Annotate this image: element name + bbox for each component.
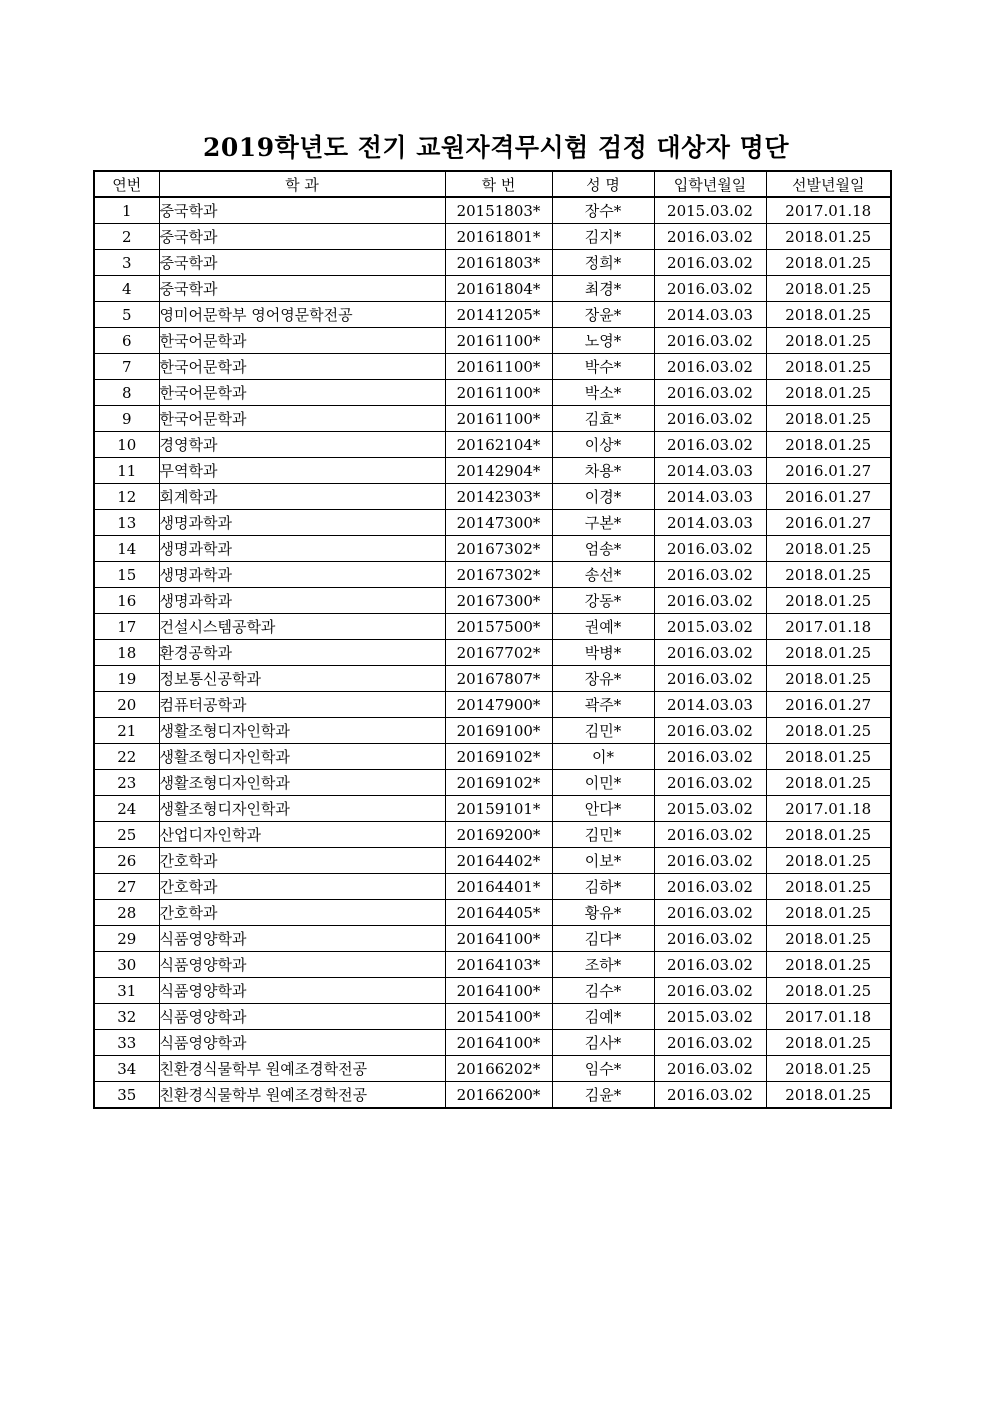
row-number: 32 xyxy=(94,1004,159,1030)
row-student-id: 20167302* xyxy=(445,562,552,588)
row-number: 27 xyxy=(94,874,159,900)
row-department: 간호학과 xyxy=(159,900,445,926)
table-row xyxy=(94,952,891,978)
row-name: 김효* xyxy=(552,406,654,432)
row-name: 최경* xyxy=(552,276,654,302)
row-student-id: 20167702* xyxy=(445,640,552,666)
table-row xyxy=(94,536,891,562)
table-row xyxy=(94,900,891,926)
table-row xyxy=(94,224,891,250)
row-student-id: 20169102* xyxy=(445,770,552,796)
row-admission-date: 2016.03.02 xyxy=(654,900,766,926)
row-name: 김예* xyxy=(552,1004,654,1030)
row-department: 생명과학과 xyxy=(159,536,445,562)
row-number: 10 xyxy=(94,432,159,458)
row-selection-date: 2018.01.25 xyxy=(766,978,891,1004)
row-admission-date: 2014.03.03 xyxy=(654,510,766,536)
row-selection-date: 2018.01.25 xyxy=(766,1082,891,1109)
row-admission-date: 2016.03.02 xyxy=(654,224,766,250)
table-row xyxy=(94,276,891,302)
table-row xyxy=(94,666,891,692)
row-student-id: 20154100* xyxy=(445,1004,552,1030)
row-number: 6 xyxy=(94,328,159,354)
row-number: 30 xyxy=(94,952,159,978)
row-name: 박수* xyxy=(552,354,654,380)
row-student-id: 20169102* xyxy=(445,744,552,770)
row-selection-date: 2018.01.25 xyxy=(766,900,891,926)
table-row xyxy=(94,588,891,614)
table-header-row xyxy=(94,171,891,197)
row-student-id: 20164103* xyxy=(445,952,552,978)
row-name: 김지* xyxy=(552,224,654,250)
row-number: 31 xyxy=(94,978,159,1004)
row-department: 중국학과 xyxy=(159,250,445,276)
row-student-id: 20157500* xyxy=(445,614,552,640)
table-row xyxy=(94,380,891,406)
row-admission-date: 2016.03.02 xyxy=(654,432,766,458)
row-name: 조하* xyxy=(552,952,654,978)
table-row xyxy=(94,562,891,588)
row-student-id: 20166202* xyxy=(445,1056,552,1082)
row-admission-date: 2015.03.02 xyxy=(654,614,766,640)
row-student-id: 20159101* xyxy=(445,796,552,822)
row-department: 간호학과 xyxy=(159,874,445,900)
row-selection-date: 2018.01.25 xyxy=(766,432,891,458)
row-department: 건설시스템공학과 xyxy=(159,614,445,640)
table-row xyxy=(94,354,891,380)
row-department: 생명과학과 xyxy=(159,510,445,536)
row-admission-date: 2016.03.02 xyxy=(654,952,766,978)
row-department: 간호학과 xyxy=(159,848,445,874)
row-number: 1 xyxy=(94,197,159,224)
row-admission-date: 2016.03.02 xyxy=(654,1082,766,1109)
table-row xyxy=(94,250,891,276)
row-student-id: 20141205* xyxy=(445,302,552,328)
row-selection-date: 2018.01.25 xyxy=(766,276,891,302)
row-name: 차용* xyxy=(552,458,654,484)
row-student-id: 20161100* xyxy=(445,328,552,354)
row-number: 34 xyxy=(94,1056,159,1082)
row-name: 김민* xyxy=(552,718,654,744)
row-number: 7 xyxy=(94,354,159,380)
row-admission-date: 2016.03.02 xyxy=(654,822,766,848)
row-department: 식품영양학과 xyxy=(159,952,445,978)
row-number: 12 xyxy=(94,484,159,510)
row-department: 친환경식물학부 원예조경학전공 xyxy=(159,1056,445,1082)
row-student-id: 20161801* xyxy=(445,224,552,250)
table-row xyxy=(94,510,891,536)
row-student-id: 20164402* xyxy=(445,848,552,874)
row-department: 컴퓨터공학과 xyxy=(159,692,445,718)
row-department: 한국어문학과 xyxy=(159,328,445,354)
row-name: 김윤* xyxy=(552,1082,654,1109)
row-student-id: 20161804* xyxy=(445,276,552,302)
row-number: 3 xyxy=(94,250,159,276)
table-row xyxy=(94,1082,891,1109)
row-department: 산업디자인학과 xyxy=(159,822,445,848)
row-department: 생명과학과 xyxy=(159,562,445,588)
table-row xyxy=(94,328,891,354)
row-selection-date: 2018.01.25 xyxy=(766,666,891,692)
row-number: 16 xyxy=(94,588,159,614)
row-department: 회계학과 xyxy=(159,484,445,510)
row-number: 15 xyxy=(94,562,159,588)
row-selection-date: 2018.01.25 xyxy=(766,250,891,276)
row-department: 친환경식물학부 원예조경학전공 xyxy=(159,1082,445,1109)
row-selection-date: 2018.01.25 xyxy=(766,822,891,848)
row-selection-date: 2018.01.25 xyxy=(766,770,891,796)
row-number: 4 xyxy=(94,276,159,302)
table-row xyxy=(94,197,891,224)
row-selection-date: 2018.01.25 xyxy=(766,874,891,900)
row-name: 김사* xyxy=(552,1030,654,1056)
row-selection-date: 2016.01.27 xyxy=(766,692,891,718)
row-name: 이* xyxy=(552,744,654,770)
candidate-table xyxy=(93,170,892,1109)
row-number: 25 xyxy=(94,822,159,848)
row-admission-date: 2016.03.02 xyxy=(654,328,766,354)
row-name: 임수* xyxy=(552,1056,654,1082)
row-selection-date: 2018.01.25 xyxy=(766,1030,891,1056)
table-body xyxy=(94,197,891,1108)
row-student-id: 20166200* xyxy=(445,1082,552,1109)
row-department: 한국어문학과 xyxy=(159,380,445,406)
row-name: 박소* xyxy=(552,380,654,406)
row-number: 28 xyxy=(94,900,159,926)
row-selection-date: 2018.01.25 xyxy=(766,536,891,562)
row-number: 9 xyxy=(94,406,159,432)
row-number: 33 xyxy=(94,1030,159,1056)
header-number: 연번 xyxy=(94,171,159,197)
row-selection-date: 2018.01.25 xyxy=(766,1056,891,1082)
row-name: 이경* xyxy=(552,484,654,510)
table-row xyxy=(94,302,891,328)
row-selection-date: 2018.01.25 xyxy=(766,406,891,432)
row-name: 장유* xyxy=(552,666,654,692)
row-student-id: 20167300* xyxy=(445,588,552,614)
row-number: 18 xyxy=(94,640,159,666)
row-department: 생명과학과 xyxy=(159,588,445,614)
table-row xyxy=(94,926,891,952)
row-department: 환경공학과 xyxy=(159,640,445,666)
row-student-id: 20164401* xyxy=(445,874,552,900)
row-student-id: 20169100* xyxy=(445,718,552,744)
row-selection-date: 2018.01.25 xyxy=(766,718,891,744)
row-number: 23 xyxy=(94,770,159,796)
row-admission-date: 2016.03.02 xyxy=(654,276,766,302)
row-admission-date: 2014.03.03 xyxy=(654,484,766,510)
row-student-id: 20147300* xyxy=(445,510,552,536)
row-department: 생활조형디자인학과 xyxy=(159,718,445,744)
row-student-id: 20161803* xyxy=(445,250,552,276)
table-row xyxy=(94,432,891,458)
row-name: 정희* xyxy=(552,250,654,276)
row-department: 생활조형디자인학과 xyxy=(159,770,445,796)
row-name: 안다* xyxy=(552,796,654,822)
table-row xyxy=(94,614,891,640)
row-selection-date: 2018.01.25 xyxy=(766,302,891,328)
row-number: 2 xyxy=(94,224,159,250)
header-student-id: 학 번 xyxy=(445,171,552,197)
row-admission-date: 2016.03.02 xyxy=(654,562,766,588)
row-number: 14 xyxy=(94,536,159,562)
row-student-id: 20142303* xyxy=(445,484,552,510)
row-department: 중국학과 xyxy=(159,276,445,302)
row-selection-date: 2018.01.25 xyxy=(766,952,891,978)
row-selection-date: 2018.01.25 xyxy=(766,588,891,614)
row-student-id: 20161100* xyxy=(445,380,552,406)
row-admission-date: 2016.03.02 xyxy=(654,406,766,432)
row-admission-date: 2015.03.02 xyxy=(654,197,766,224)
row-admission-date: 2016.03.02 xyxy=(654,588,766,614)
row-student-id: 20164100* xyxy=(445,978,552,1004)
row-selection-date: 2017.01.18 xyxy=(766,796,891,822)
row-admission-date: 2016.03.02 xyxy=(654,874,766,900)
row-admission-date: 2016.03.02 xyxy=(654,536,766,562)
header-admission-date: 입학년월일 xyxy=(654,171,766,197)
row-name: 엄송* xyxy=(552,536,654,562)
header-department: 학 과 xyxy=(159,171,445,197)
row-student-id: 20164405* xyxy=(445,900,552,926)
row-admission-date: 2016.03.02 xyxy=(654,926,766,952)
table-row xyxy=(94,718,891,744)
table-row xyxy=(94,770,891,796)
row-student-id: 20161100* xyxy=(445,354,552,380)
row-department: 한국어문학과 xyxy=(159,354,445,380)
row-number: 11 xyxy=(94,458,159,484)
row-number: 17 xyxy=(94,614,159,640)
row-student-id: 20162104* xyxy=(445,432,552,458)
table-row xyxy=(94,692,891,718)
row-name: 이보* xyxy=(552,848,654,874)
row-department: 중국학과 xyxy=(159,224,445,250)
row-student-id: 20142904* xyxy=(445,458,552,484)
row-department: 무역학과 xyxy=(159,458,445,484)
row-department: 경영학과 xyxy=(159,432,445,458)
row-department: 한국어문학과 xyxy=(159,406,445,432)
row-student-id: 20147900* xyxy=(445,692,552,718)
row-student-id: 20164100* xyxy=(445,926,552,952)
row-name: 구본* xyxy=(552,510,654,536)
table-row xyxy=(94,1004,891,1030)
table-row xyxy=(94,1030,891,1056)
row-admission-date: 2016.03.02 xyxy=(654,380,766,406)
row-name: 황유* xyxy=(552,900,654,926)
row-student-id: 20167807* xyxy=(445,666,552,692)
row-number: 26 xyxy=(94,848,159,874)
row-department: 중국학과 xyxy=(159,197,445,224)
row-selection-date: 2017.01.18 xyxy=(766,614,891,640)
row-selection-date: 2018.01.25 xyxy=(766,380,891,406)
row-name: 박병* xyxy=(552,640,654,666)
row-admission-date: 2016.03.02 xyxy=(654,770,766,796)
row-admission-date: 2016.03.02 xyxy=(654,978,766,1004)
row-admission-date: 2016.03.02 xyxy=(654,640,766,666)
row-number: 13 xyxy=(94,510,159,536)
row-name: 김민* xyxy=(552,822,654,848)
row-name: 송선* xyxy=(552,562,654,588)
row-admission-date: 2016.03.02 xyxy=(654,744,766,770)
row-department: 생활조형디자인학과 xyxy=(159,796,445,822)
row-admission-date: 2016.03.02 xyxy=(654,1056,766,1082)
table-row xyxy=(94,874,891,900)
row-student-id: 20167302* xyxy=(445,536,552,562)
row-number: 19 xyxy=(94,666,159,692)
row-department: 생활조형디자인학과 xyxy=(159,744,445,770)
row-number: 24 xyxy=(94,796,159,822)
row-selection-date: 2017.01.18 xyxy=(766,197,891,224)
row-admission-date: 2015.03.02 xyxy=(654,796,766,822)
row-number: 35 xyxy=(94,1082,159,1109)
row-selection-date: 2018.01.25 xyxy=(766,354,891,380)
row-department: 식품영양학과 xyxy=(159,978,445,1004)
table-row xyxy=(94,822,891,848)
table-row xyxy=(94,978,891,1004)
row-name: 이민* xyxy=(552,770,654,796)
row-number: 21 xyxy=(94,718,159,744)
row-selection-date: 2016.01.27 xyxy=(766,484,891,510)
row-selection-date: 2018.01.25 xyxy=(766,562,891,588)
row-name: 노영* xyxy=(552,328,654,354)
row-admission-date: 2014.03.03 xyxy=(654,692,766,718)
row-department: 영미어문학부 영어영문학전공 xyxy=(159,302,445,328)
row-admission-date: 2016.03.02 xyxy=(654,718,766,744)
row-name: 김수* xyxy=(552,978,654,1004)
row-admission-date: 2016.03.02 xyxy=(654,666,766,692)
row-department: 식품영양학과 xyxy=(159,926,445,952)
row-selection-date: 2016.01.27 xyxy=(766,458,891,484)
row-number: 5 xyxy=(94,302,159,328)
row-name: 강동* xyxy=(552,588,654,614)
document-title: 2019학년도 전기 교원자격무시험 검정 대상자 명단 xyxy=(203,133,789,162)
row-selection-date: 2018.01.25 xyxy=(766,926,891,952)
row-number: 8 xyxy=(94,380,159,406)
header-selection-date: 선발년월일 xyxy=(766,171,891,197)
row-department: 정보통신공학과 xyxy=(159,666,445,692)
row-number: 29 xyxy=(94,926,159,952)
table-row xyxy=(94,848,891,874)
row-name: 권예* xyxy=(552,614,654,640)
header-name: 성 명 xyxy=(552,171,654,197)
row-department: 식품영양학과 xyxy=(159,1004,445,1030)
row-selection-date: 2017.01.18 xyxy=(766,1004,891,1030)
row-student-id: 20169200* xyxy=(445,822,552,848)
row-number: 20 xyxy=(94,692,159,718)
row-student-id: 20161100* xyxy=(445,406,552,432)
row-name: 김하* xyxy=(552,874,654,900)
row-admission-date: 2016.03.02 xyxy=(654,354,766,380)
row-admission-date: 2016.03.02 xyxy=(654,250,766,276)
row-name: 김다* xyxy=(552,926,654,952)
table-row xyxy=(94,484,891,510)
row-student-id: 20151803* xyxy=(445,197,552,224)
row-name: 곽주* xyxy=(552,692,654,718)
row-admission-date: 2016.03.02 xyxy=(654,848,766,874)
row-selection-date: 2018.01.25 xyxy=(766,744,891,770)
row-name: 장수* xyxy=(552,197,654,224)
table-row xyxy=(94,458,891,484)
row-admission-date: 2015.03.02 xyxy=(654,1004,766,1030)
row-admission-date: 2014.03.03 xyxy=(654,302,766,328)
table-row xyxy=(94,796,891,822)
row-selection-date: 2018.01.25 xyxy=(766,328,891,354)
table-row xyxy=(94,406,891,432)
row-department: 식품영양학과 xyxy=(159,1030,445,1056)
table-row xyxy=(94,744,891,770)
row-admission-date: 2014.03.03 xyxy=(654,458,766,484)
row-selection-date: 2018.01.25 xyxy=(766,224,891,250)
row-selection-date: 2018.01.25 xyxy=(766,848,891,874)
row-name: 장윤* xyxy=(552,302,654,328)
row-selection-date: 2018.01.25 xyxy=(766,640,891,666)
row-name: 이상* xyxy=(552,432,654,458)
row-selection-date: 2016.01.27 xyxy=(766,510,891,536)
row-number: 22 xyxy=(94,744,159,770)
row-student-id: 20164100* xyxy=(445,1030,552,1056)
table-row xyxy=(94,640,891,666)
table-row xyxy=(94,1056,891,1082)
row-admission-date: 2016.03.02 xyxy=(654,1030,766,1056)
